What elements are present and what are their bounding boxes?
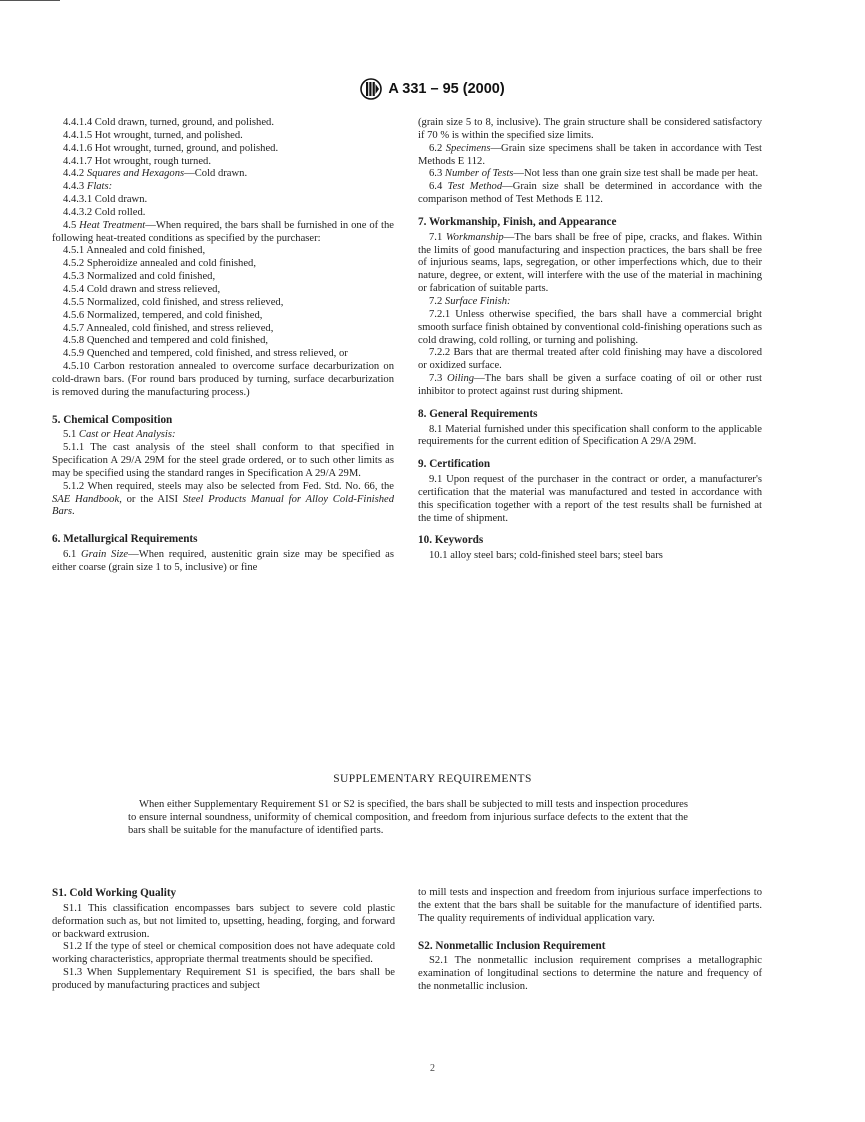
clause-6-4: 6.4 Test Method—Grain size shall be determined in accordance with the comparison method of Test Methods E 112. xyxy=(418,181,762,206)
section-7-heading: 7. Workmanship, Finish, and Appearance xyxy=(418,215,617,228)
document-number: A 331 – 95 (2000) xyxy=(388,81,505,97)
clause-4-5: 4.5 Heat Treatment—When required, the bars shall be furnished in one of the following heat-treated conditions as specified by the purchaser: xyxy=(52,219,395,244)
clause-7-2: 7.2 Surface Finish: xyxy=(429,295,511,307)
clause-4-5-6: 4.5.6 Normalized, tempered, and cold finished, xyxy=(63,309,263,321)
clause-4-4-3-1: 4.4.3.1 Cold drawn. xyxy=(63,194,148,206)
clause-6-1-continued: (grain size 5 to 8, inclusive). The grain structure shall be considered satisfactory if 70 % is within the specified size limits. xyxy=(418,117,762,141)
clause-s1-1: S1.1 This classification encompasses bars subject to severe cold plastic deformation such as, but not limited to, upsetting, heading, forging, and forward or backward extrusion. xyxy=(52,902,395,940)
left-column-bottom xyxy=(52,887,395,993)
clause-4-4-2: 4.4.2 Squares and Hexagons—Cold drawn. xyxy=(63,168,248,180)
left-column-top xyxy=(52,117,394,575)
right-column-bottom xyxy=(418,887,762,994)
corner-mark xyxy=(0,0,60,1)
clause-4-4-1-5: 4.4.1.5 Hot wrought, turned, and polished. xyxy=(63,129,243,141)
section-6-heading: 6. Metallurgical Requirements xyxy=(52,533,198,546)
clause-4-5-1: 4.5.1 Annealed and cold finished, xyxy=(63,245,206,257)
section-8-heading: 8. General Requirements xyxy=(418,407,538,420)
clause-4-5-5: 4.5.5 Normalized, cold finished, and stress relieved, xyxy=(63,296,284,308)
page-number: 2 xyxy=(430,1063,435,1074)
clause-4-4-3: 4.4.3 Flats: xyxy=(63,181,113,193)
clause-10-1: 10.1 alloy steel bars; cold-finished steel bars; steel bars xyxy=(429,550,663,562)
s1-heading: S1. Cold Working Quality xyxy=(52,887,177,899)
clause-4-5-4: 4.5.4 Cold drawn and stress relieved, xyxy=(63,283,221,295)
right-column-top xyxy=(418,117,762,563)
clause-s1-3: S1.3 When Supplementary Requirement S1 is specified, the bars shall be produced by manufacturing practices and subject xyxy=(52,967,395,991)
section-5-heading: 5. Chemical Composition xyxy=(52,413,173,426)
clause-6-3: 6.3 Number of Tests—Not less than one grain size test shall be made per heat. xyxy=(429,168,759,180)
section-10-heading: 10. Keywords xyxy=(418,534,484,547)
clause-4-5-10: 4.5.10 Carbon restoration annealed to overcome surface decarburization on cold-drawn bars. (For round bars produced by turning, surface decarburization is removed during the manufacturing process.) xyxy=(52,361,394,398)
clause-6-2: 6.2 Specimens—Grain size specimens shall be taken in accordance with Test Methods E 112. xyxy=(418,142,763,167)
page-header xyxy=(0,78,865,100)
astm-logo-icon xyxy=(360,78,382,100)
clause-9-1: 9.1 Upon request of the purchaser in the contract or order, a manufacturer's certification that the material was manufactured and tested in accordance with this specification together with a report of the test results shall be furnished at the time of shipment. xyxy=(418,474,762,524)
clause-4-5-3: 4.5.3 Normalized and cold finished, xyxy=(63,271,216,283)
clause-5-1: 5.1 Cast or Heat Analysis: xyxy=(63,429,176,441)
clause-7-3: 7.3 Oiling—The bars shall be given a surface coating of oil or other rust inhibitor to protect against rust during shipment. xyxy=(418,373,762,397)
clause-4-5-2: 4.5.2 Spheroidize annealed and cold finished, xyxy=(63,258,256,270)
clause-5-1-2: 5.1.2 When required, steels may also be selected from Fed. Std. No. 66, the SAE Handbook, or the AISI Steel Products Manual for Alloy Cold-Finished Bars. xyxy=(52,480,394,518)
clause-4-5-9: 4.5.9 Quenched and tempered, cold finished, and stress relieved, or xyxy=(63,348,348,360)
clause-s1-3-continued: to mill tests and inspection and freedom from injurious surface imperfections to the extent that the bars shall be suitable for the manufacture of identified parts. The quality requirements of individual application vary. xyxy=(418,887,762,924)
clause-5-1-1: 5.1.1 The cast analysis of the steel shall conform to that specified in Specification A 29/A 29M for the steel grade ordered, or to such other limits as may be specified using the standard ranges in Specification A 29/A 29M. xyxy=(52,442,394,479)
clause-4-4-3-2: 4.4.3.2 Cold rolled. xyxy=(63,206,146,218)
clause-4-4-1-4: 4.4.1.4 Cold drawn, turned, ground, and polished. xyxy=(63,117,274,128)
clause-4-5-8: 4.5.8 Quenched and tempered and cold finished, xyxy=(63,335,269,347)
supplementary-intro: When either Supplementary Requirement S1 or S2 is specified, the bars shall be subjected to mill tests and inspection procedures to ensure internal soundness, uniformity of chemical composition, and freedom from injurious surface defects to the extent that the bars shall be suitable for the manufacture of identified parts. xyxy=(128,799,688,836)
clause-4-5-7: 4.5.7 Annealed, cold finished, and stress relieved, xyxy=(63,322,274,334)
clause-4-4-1-7: 4.4.1.7 Hot wrought, rough turned. xyxy=(63,155,212,167)
clause-s2-1: S2.1 The nonmetallic inclusion requirement comprises a metallographic examination of longitudinal sections to determine the nature and frequency of the nonmetallic inclusion. xyxy=(418,955,762,993)
clause-7-2-2: 7.2.2 Bars that are thermal treated after cold finishing may have a discolored or oxidized surface. xyxy=(418,347,762,372)
s2-heading: S2. Nonmetallic Inclusion Requirement xyxy=(418,939,606,952)
supplementary-requirements-title: SUPPLEMENTARY REQUIREMENTS xyxy=(333,773,532,785)
clause-7-1: 7.1 Workmanship—The bars shall be free of pipe, cracks, and flakes. Within the limits of good manufacturing and inspection practices, the bars shall be free of injurious seams, laps, segregation, or other imperfections which, due to their nature, degree, or extent, will interfere with the use of the material in machining or fabrication of suitable parts. xyxy=(418,231,763,295)
section-9-heading: 9. Certification xyxy=(418,458,491,471)
clause-8-1: 8.1 Material furnished under this specification shall conform to the applicable requirements for the current edition of Specification A 29/A 29M. xyxy=(418,423,762,448)
clause-4-4-1-6: 4.4.1.6 Hot wrought, turned, ground, and polished. xyxy=(63,142,279,154)
clause-6-1: 6.1 Grain Size—When required, austenitic grain size may be specified as either coarse (grain size 1 to 5, inclusive) or fine xyxy=(52,549,394,573)
clause-s1-2: S1.2 If the type of steel or chemical composition does not have adequate cold working characteristics, appropriate thermal treatments should be specified. xyxy=(52,941,395,966)
clause-7-2-1: 7.2.1 Unless otherwise specified, the bars shall have a commercial bright smooth surface finish obtained by conventional cold-finishing operations such as cold drawing, cold rolling, or turning and polishing. xyxy=(418,308,762,346)
